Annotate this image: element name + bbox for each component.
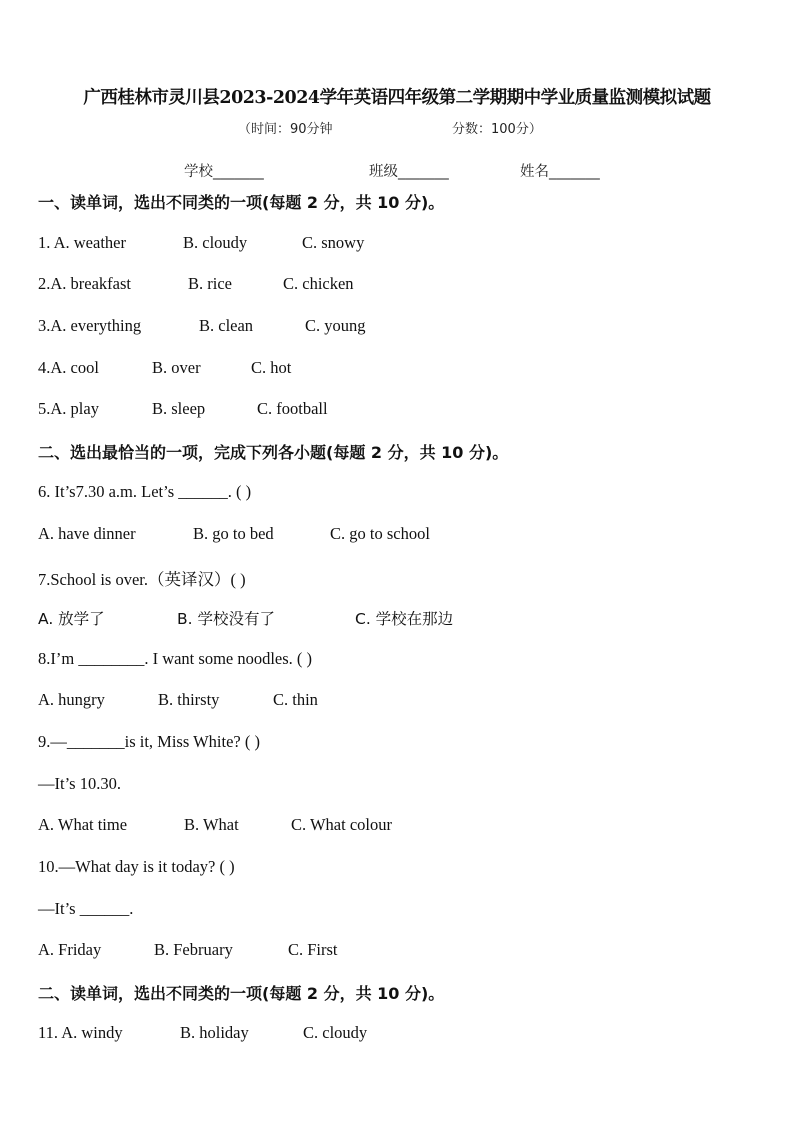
q7-stem: 7.School is over.（英译汉）( ) (38, 570, 246, 589)
q11-option-b: B. holiday (180, 1023, 249, 1042)
q10-stem: 10.—What day is it today? ( ) (38, 857, 235, 876)
q1-option-b: B. cloudy (183, 233, 248, 252)
q8-option-a: A. hungry (38, 690, 105, 709)
q4-option-a: 4.A. cool (38, 358, 99, 377)
q9-stem: 9.—_______is it, Miss White? ( ) (38, 732, 260, 751)
q3-option-b: B. clean (199, 316, 254, 335)
q7-option-c: C. 学校在那边 (355, 610, 454, 628)
q8-option-b: B. thirsty (158, 690, 220, 709)
section-heading-2: 二、选出最恰当的一项，完成下列各小题(每题 2 分，共 10 分)。 (38, 443, 509, 462)
q8-stem: 8.I’m ________. I want some noodles. ( ) (38, 649, 313, 668)
q10-reply: —It’s ______. (38, 899, 134, 918)
q7-option-b: B. 学校没有了 (177, 610, 275, 628)
section-heading-3: 二、读单词，选出不同类的一项(每题 2 分，共 10 分)。 (38, 984, 445, 1003)
q5-option-a: 5.A. play (38, 399, 99, 418)
q11-option-a: 11. A. windy (38, 1023, 123, 1042)
q6-option-b: B. go to bed (193, 524, 274, 543)
section-heading-1: 一、读单词，选出不同类的一项(每题 2 分，共 10 分)。 (38, 193, 445, 212)
q2-option-c: C. chicken (283, 274, 354, 293)
q6-option-c: C. go to school (330, 524, 430, 543)
q5-option-b: B. sleep (152, 399, 206, 418)
page-title: 广西桂林市灵川县2023-2024学年英语四年级第二学期期中学业质量监测模拟试题 (83, 88, 711, 108)
q4-option-c: C. hot (251, 358, 292, 377)
name-field: 姓名_______ (520, 164, 600, 180)
q6-option-a: A. have dinner (38, 524, 136, 543)
q2-option-b: B. rice (188, 274, 232, 293)
q5-option-c: C. football (257, 399, 328, 418)
q1-option-a: 1. A. weather (38, 233, 126, 252)
q10-option-b: B. February (154, 940, 233, 959)
q8-option-c: C. thin (273, 690, 318, 709)
q3-option-a: 3.A. everything (38, 316, 142, 335)
exam-time: （时间：90分钟 (238, 122, 333, 137)
class-field: 班级_______ (369, 164, 449, 180)
q10-option-a: A. Friday (38, 940, 102, 959)
exam-score: 分数：100分） (452, 122, 542, 137)
q9-option-b: B. What (184, 815, 239, 834)
q3-option-c: C. young (305, 316, 366, 335)
q9-reply: —It’s 10.30. (38, 774, 121, 793)
q2-option-a: 2.A. breakfast (38, 274, 132, 293)
school-field: 学校_______ (184, 164, 264, 180)
q4-option-b: B. over (152, 358, 201, 377)
q11-option-c: C. cloudy (303, 1023, 368, 1042)
q9-option-c: C. What colour (291, 815, 392, 834)
q6-stem: 6. It’s7.30 a.m. Let’s ______. ( ) (38, 482, 252, 501)
q7-option-a: A. 放学了 (38, 610, 105, 628)
q9-option-a: A. What time (38, 815, 128, 834)
q10-option-c: C. First (288, 940, 338, 959)
q1-option-c: C. snowy (302, 233, 365, 252)
